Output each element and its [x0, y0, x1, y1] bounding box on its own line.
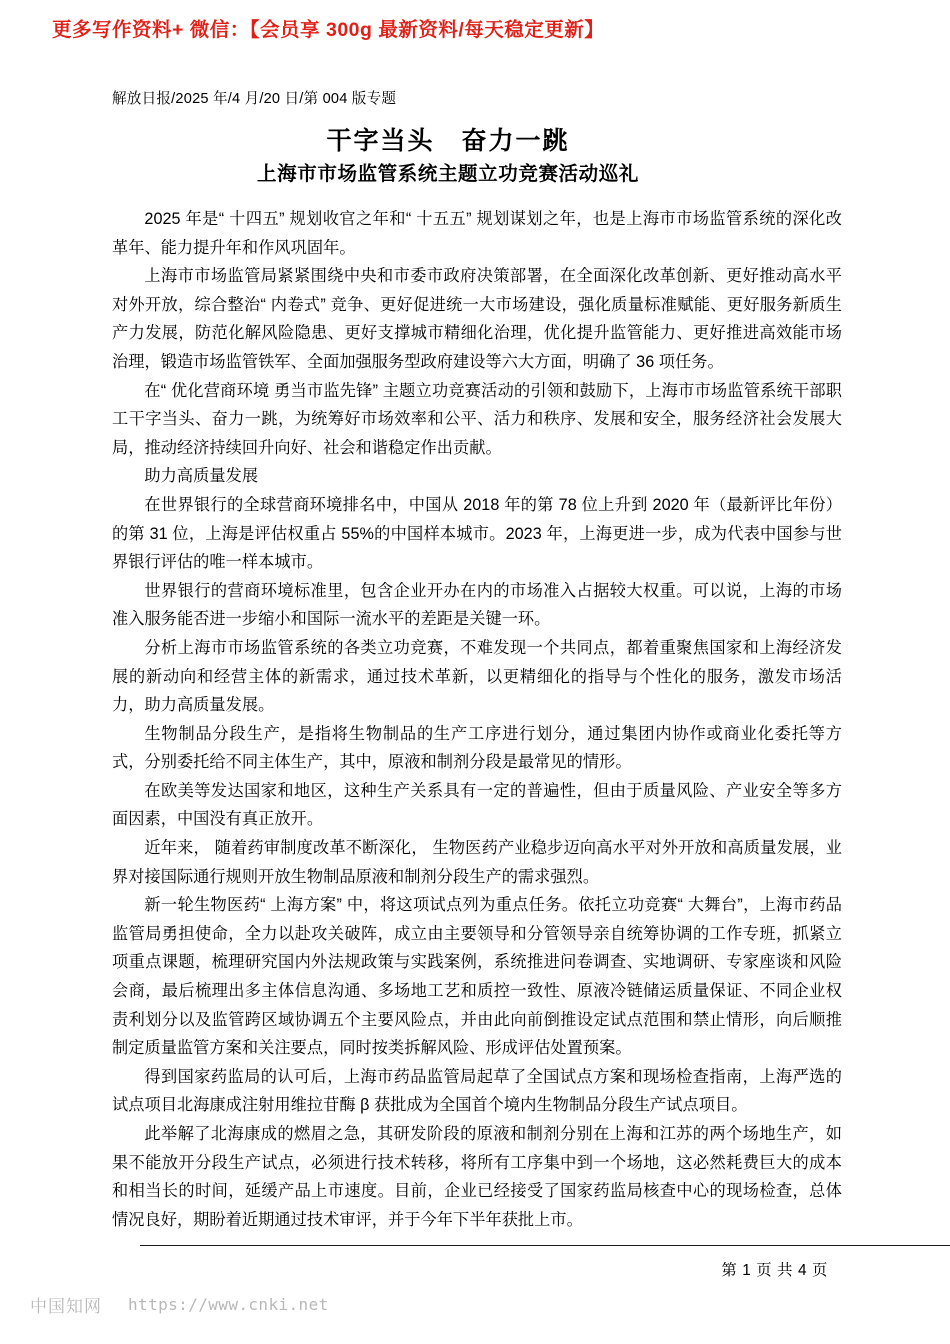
paragraph: 近年来， 随着药审制度改革不断深化， 生物医药产业稳步迈向高水平对外开放和高质量发展，业界对接国际通行规则开放生物制品原液和制剂分段生产的需求强烈。 [112, 839, 842, 886]
paragraph: 新一轮生物医药“ 上海方案” 中，将这项试点列为重点任务。依托立功竞赛“ 大舞台”，上海市药品监管局勇担使命，全力以赴攻关破阵，成立由主要领导和分管领导亲自统筹协调的工作专班，抓紧立项重点课题，梳理研究国内外法规政策与实践案例，系统推进问卷调查、实地调研、专家座谈和风险会商，最后梳理出多主体信息沟通、多场地工艺和质控一致性、原液冷链储运质量保证、不同企业权责利划分以及监管跨区域协调五个主要风险点，并由此向前倒推设定试点范围和禁止情形，向后顺推制定质量监管方案和关注要点，同时按类拆解风险、形成评估处置预案。 [112, 896, 842, 1058]
paragraph: 上海市市场监管局紧紧围绕中央和市委市政府决策部署，在全面深化改革创新、更好推动高水平对外开放，综合整治“ 内卷式” 竞争、更好促进统一大市场建设，强化质量标准赋能、更好服务新质生产力发展，防范化解风险隐患、更好支撑城市精细化治理，优化提升监管能力、更好推进高效能市场治理，锻造市场监管铁军、全面加强服务型政府建设等六大方面，明确了 36 项任务。 [112, 267, 842, 371]
paragraph: 分析上海市市场监管系统的各类立功竞赛，不难发现一个共同点，都着重聚焦国家和上海经济发展的新动向和经营主体的新需求，通过技术革新，以更精细化的指导与个性化的服务，激发市场活力，助力高质量发展。 [112, 638, 842, 715]
section-heading: 助力高质量发展 [144, 467, 259, 486]
paragraph: 此举解了北海康成的燃眉之急，其研发阶段的原液和制剂分别在上海和江苏的两个场地生产，如果不能放开分段生产试点，必须进行技术转移，将所有工序集中到一个场地，这必然耗费巨大的成本和相当长的时间，延缓产品上市速度。目前，企业已经接受了国家药监局核查中心的现场检查，总体情况良好，期盼着近期通过技术审评，并于今年下半年获批上市。 [112, 1125, 842, 1229]
promo-banner-text: 更多写作资料+ 微信：【会员享 300g 最新资料/每天稳定更新】 [52, 19, 605, 41]
footer-divider [140, 1245, 950, 1246]
article-body [112, 205, 842, 1234]
page-number-footer: 第 1 页 共 4 页 [721, 1262, 828, 1280]
cnki-watermark-url: https://www.cnki.net [128, 1295, 329, 1314]
paragraph: 在欧美等发达国家和地区，这种生产关系具有一定的普遍性，但由于质量风险、产业安全等多方面因素，中国没有真正放开。 [112, 781, 842, 829]
paragraph: 在“ 优化营商环境 勇当市监先锋” 主题立功竞赛活动的引领和鼓励下，上海市市场监管系统干部职工干字当头、奋力一跳，为统筹好市场效率和公平、活力和秩序、发展和安全，服务经济社会发展大局，推动经济持续回升向好、社会和谐稳定作出贡献。 [112, 381, 842, 457]
paragraph: 得到国家药监局的认可后，上海市药品监管局起草了全国试点方案和现场检查指南，上海严选的试点项目北海康成注射用维拉苷酶 β 获批成为全国首个境内生物制品分段生产试点项目。 [112, 1067, 842, 1115]
paragraph: 在世界银行的全球营商环境排名中，中国从 2018 年的第 78 位上升到 2020 年（最新评比年份）的第 31 位，上海是评估权重占 55%的中国样本城市。2023 年，上海更进一步，成为代表中国参与世界银行评估的唯一样本城市。 [112, 495, 842, 572]
paragraph: 生物制品分段生产，是指将生物制品的生产工序进行划分，通过集团内协作或商业化委托等方式，分别委托给不同主体生产，其中，原液和制剂分段是最常见的情形。 [112, 724, 842, 772]
source-citation-line: 解放日报/2025 年/4 月/20 日/第 004 版专题 [112, 91, 397, 107]
cnki-watermark [30, 1292, 329, 1317]
paragraph: 2025 年是“ 十四五” 规划收官之年和“ 十五五” 规划谋划之年，也是上海市市场监管系统的深化改革年、能力提升年和作风巩固年。 [112, 210, 842, 257]
paragraph: 世界银行的营商环境标准里，包含企业开办在内的市场准入占据较大权重。可以说，上海的市场准入服务能否进一步缩小和国际一流水平的差距是关键一环。 [112, 581, 842, 629]
title-block [112, 124, 842, 189]
cnki-watermark-name: 中国知网 [30, 1297, 102, 1317]
page-title: 干字当头 奋力一跳 [326, 127, 570, 155]
page-subtitle: 上海市市场监管系统主题立功竞赛活动巡礼 [257, 163, 639, 185]
document-page [112, 88, 842, 1280]
